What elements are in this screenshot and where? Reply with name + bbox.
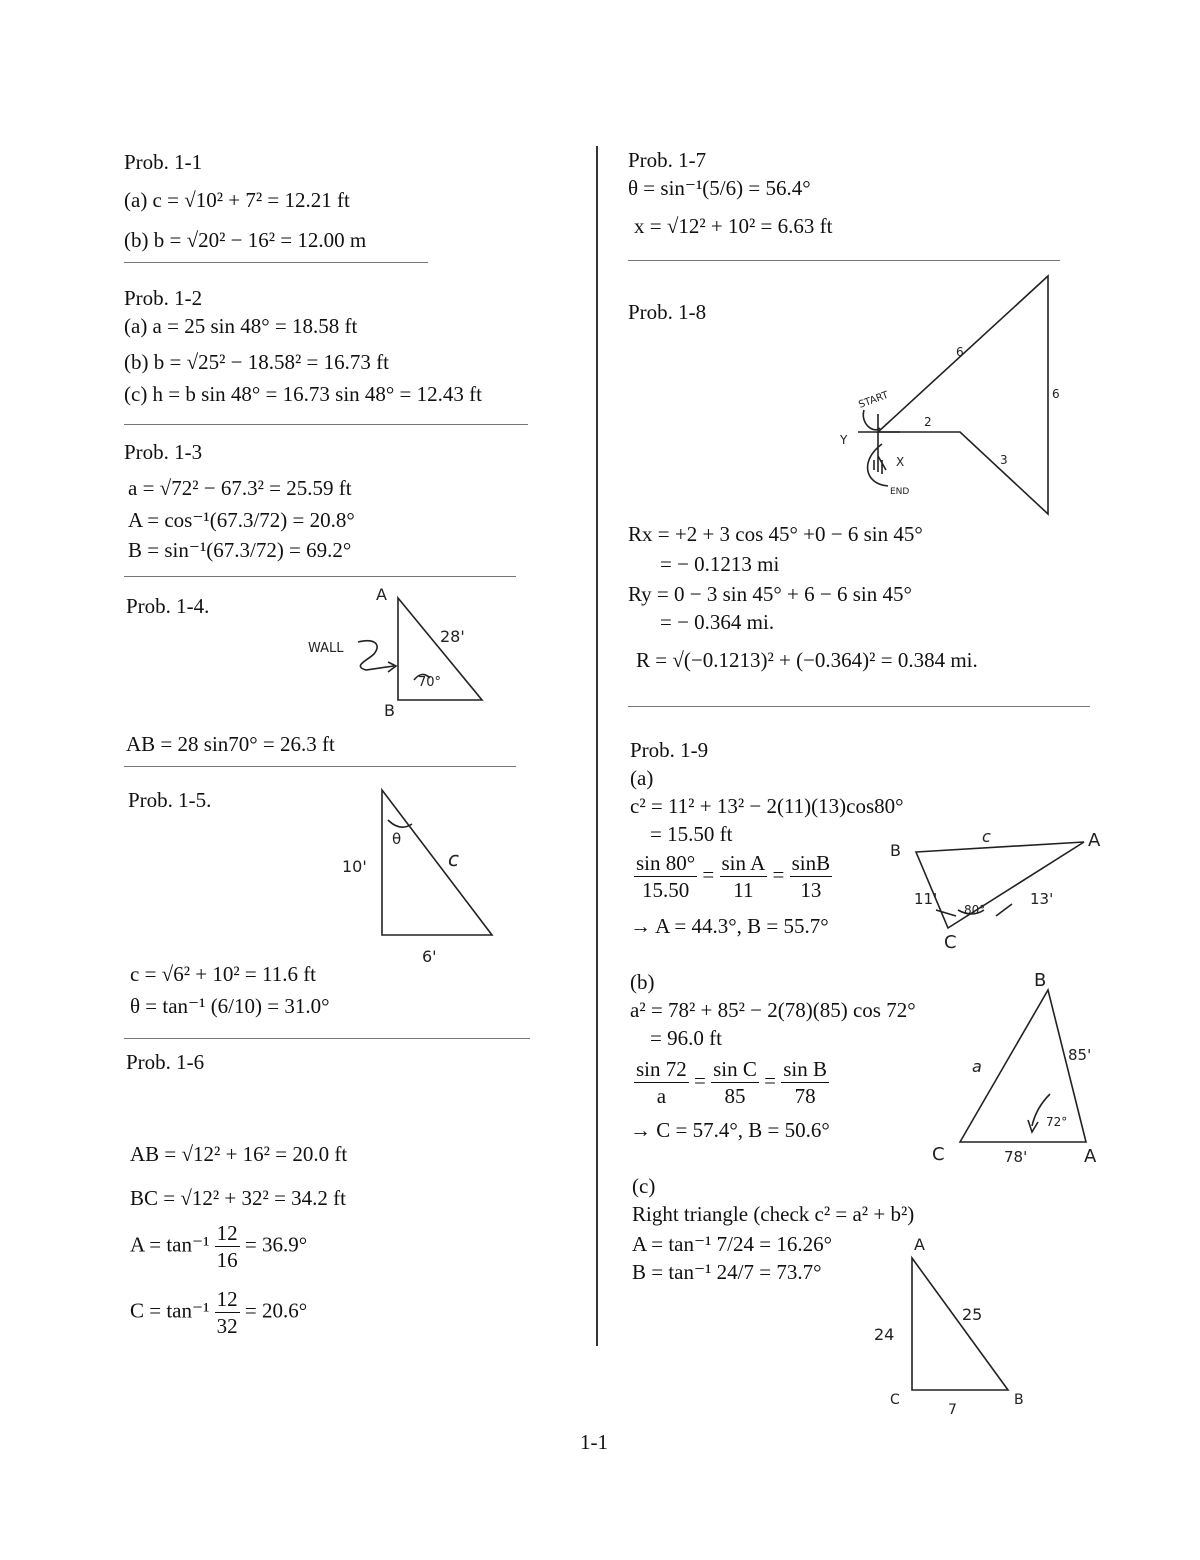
prob-1-1-a: (a) c = √10² + 7² = 12.21 ft — [124, 188, 350, 212]
vertex-a-label: A — [914, 1235, 925, 1254]
prob-1-9a-l2: = 15.50 ft — [650, 822, 733, 846]
prob-1-2-b: (b) b = √25² − 18.58² = 16.73 ft — [124, 350, 389, 374]
prob-1-6-title: Prob. 1-6 — [126, 1050, 205, 1074]
angle-72-label: 72° — [1046, 1115, 1068, 1129]
prob-1-2-a: (a) a = 25 sin 48° = 18.58 ft — [124, 314, 358, 338]
divider — [628, 706, 1090, 707]
prob-1-8-rx1: Rx = +2 + 3 cos 45° +0 − 6 sin 45° — [628, 522, 923, 546]
prob-1-9-title: Prob. 1-9 — [630, 738, 709, 762]
prob-1-8-title: Prob. 1-8 — [628, 300, 707, 324]
prob-1-6-ab: AB = √12² + 16² = 20.0 ft — [130, 1142, 348, 1166]
prob-1-1-b: (b) b = √20² − 16² = 12.00 m — [124, 228, 367, 252]
prob-1-8-rx2: = − 0.1213 mi — [660, 552, 780, 576]
vertical-side-label: 10' — [342, 857, 367, 876]
vertex-b-label: B — [384, 701, 395, 720]
vertex-a-label: A — [376, 585, 387, 604]
vertex-a-label: A — [1084, 1146, 1097, 1167]
prob-1-7-a: θ = sin⁻¹(5/6) = 56.4° — [628, 176, 811, 200]
divider — [124, 262, 428, 263]
prob-1-4-eq: AB = 28 sin70° = 26.3 ft — [126, 732, 335, 756]
base-side-label: 6' — [422, 947, 437, 966]
prob-1-9a-label: (a) — [630, 766, 654, 790]
divider — [628, 260, 1060, 261]
prob-1-9a-law-of-sines: $\frac{\sin 80^\circ}{15.50}$ = $\frac{\text{sin A}}{11}$ = $\frac{\sin B}{13}$ — [636, 851, 831, 902]
angle-80-label: 80° — [964, 903, 986, 917]
prob-1-5-triangle-figure — [330, 780, 520, 970]
prob-1-9b-label: (b) — [630, 970, 655, 994]
divider — [124, 1038, 530, 1039]
segment-6-diagonal-label: 6 — [956, 345, 964, 359]
vertex-c-label: C — [944, 932, 957, 953]
prob-1-8-ry2: = − 0.364 mi. — [660, 610, 775, 634]
hypotenuse-label: c — [448, 847, 459, 871]
y-axis-label: Y — [840, 433, 848, 447]
page-number: 1-1 — [580, 1430, 608, 1454]
prob-1-9b-triangle-figure — [920, 962, 1120, 1172]
side-24-label: 24 — [874, 1325, 895, 1344]
vertex-b-label: B — [1014, 1392, 1024, 1408]
side-25-label: 25 — [962, 1305, 983, 1324]
prob-1-8-r: R = √(−0.1213)² + (−0.364)² = 0.384 mi. — [636, 648, 978, 672]
prob-1-3-title: Prob. 1-3 — [124, 440, 203, 464]
prob-1-8-displacement-figure — [830, 264, 1070, 534]
prob-1-7-b: x = √12² + 10² = 6.63 ft — [634, 214, 833, 238]
prob-1-9b-law-of-sines: $\frac{\sin 72}{a}$ = $\frac{\text{sin C}}{85}$ = $\frac{\text{sin B}}{78}$ — [636, 1057, 827, 1108]
prob-1-6-angle-c: C = tan⁻¹ $\frac{12}{32}$ = 20.6° — [130, 1287, 308, 1338]
prob-1-9c-l1: Right triangle (check c² = a² + b²) — [632, 1202, 915, 1226]
prob-1-6-bc: BC = √12² + 32² = 34.2 ft — [130, 1186, 346, 1210]
divider — [124, 766, 516, 767]
prob-1-9b-result: → C = 57.4°, B = 50.6° — [630, 1118, 830, 1142]
prob-1-3-a: a = √72² − 67.3² = 25.59 ft — [128, 476, 352, 500]
prob-1-9c-label: (c) — [632, 1174, 656, 1198]
prob-1-4-title: Prob. 1-4. — [126, 594, 210, 618]
divider — [124, 576, 516, 577]
prob-1-4-wall-triangle-figure — [290, 580, 510, 720]
prob-1-9a-result: → A = 44.3°, B = 55.7° — [630, 914, 829, 938]
prob-1-2-title: Prob. 1-2 — [124, 286, 203, 310]
x-axis-label: X — [896, 455, 905, 469]
prob-1-9b-l2: = 96.0 ft — [650, 1026, 722, 1050]
vertex-a-label: A — [1088, 830, 1101, 851]
prob-1-9a-triangle-figure — [880, 820, 1120, 960]
angle-label: θ — [392, 830, 402, 848]
prob-1-5-a: c = √6² + 10² = 11.6 ft — [130, 962, 317, 986]
vertex-c-label: C — [890, 1392, 900, 1408]
vertex-b-label: B — [890, 841, 901, 860]
vertex-c-label: C — [932, 1144, 945, 1165]
hypotenuse-label: 28' — [440, 627, 465, 646]
prob-1-5-b: θ = tan⁻¹ (6/10) = 31.0° — [130, 994, 330, 1018]
angle-label: 70° — [418, 675, 442, 690]
prob-1-9c-triangle-figure — [860, 1228, 1060, 1428]
prob-1-3-c: B = sin⁻¹(67.3/72) = 69.2° — [128, 538, 352, 562]
prob-1-9a-l1: c² = 11² + 13² − 2(11)(13)cos80° — [630, 794, 904, 818]
column-divider — [596, 146, 598, 1346]
segment-6-vertical-label: 6 — [1052, 387, 1060, 401]
prob-1-3-b: A = cos⁻¹(67.3/72) = 20.8° — [128, 508, 355, 532]
side-13-label: 13' — [1030, 890, 1054, 908]
prob-1-9b-l1: a² = 78² + 85² − 2(78)(85) cos 72° — [630, 998, 916, 1022]
side-78-label: 78' — [1004, 1148, 1028, 1166]
end-label: END — [890, 487, 910, 497]
segment-3-label: 3 — [1000, 453, 1008, 467]
side-85-label: 85' — [1068, 1046, 1092, 1064]
prob-1-9c-l2: A = tan⁻¹ 7/24 = 16.26° — [632, 1232, 832, 1256]
side-7-label: 7 — [948, 1402, 957, 1418]
prob-1-5-title: Prob. 1-5. — [128, 788, 212, 812]
divider — [124, 424, 528, 425]
prob-1-6-angle-a: A = tan⁻¹ $\frac{12}{16}$ = 36.9° — [130, 1221, 308, 1272]
side-11-label: 11' — [914, 890, 938, 908]
side-c-label: c — [982, 827, 991, 846]
segment-2-label: 2 — [924, 415, 932, 429]
prob-1-8-ry1: Ry = 0 − 3 sin 45° + 6 − 6 sin 45° — [628, 582, 912, 606]
wall-label: WALL — [308, 641, 344, 656]
prob-1-1-title: Prob. 1-1 — [124, 150, 203, 174]
side-a-label: a — [972, 1057, 982, 1076]
prob-1-7-title: Prob. 1-7 — [628, 148, 707, 172]
vertex-b-label: B — [1034, 970, 1047, 991]
start-label: START — [857, 389, 891, 411]
prob-1-9c-l3: B = tan⁻¹ 24/7 = 73.7° — [632, 1260, 822, 1284]
prob-1-2-c: (c) h = b sin 48° = 16.73 sin 48° = 12.43 ft — [124, 382, 482, 406]
